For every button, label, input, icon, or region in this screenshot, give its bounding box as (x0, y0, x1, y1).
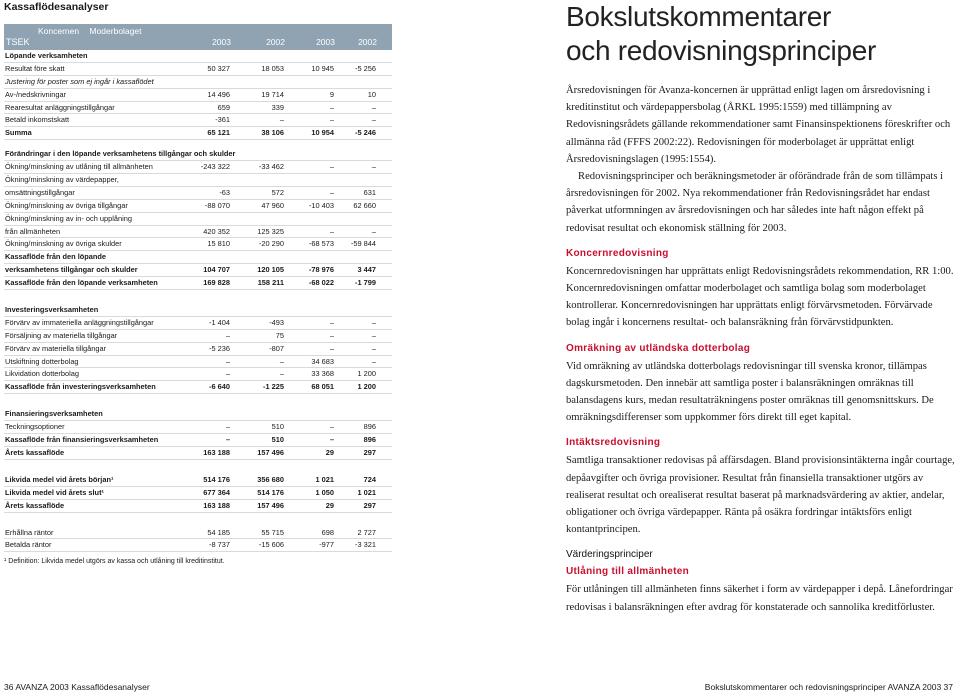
row-value: – (371, 115, 376, 125)
row-value: 14 496 (207, 89, 230, 99)
row-value: -68 022 (308, 278, 334, 288)
row-label: Av-/nedskrivningar (5, 89, 67, 99)
row-value: 896 (363, 435, 376, 445)
row-label: Löpande verksamheten (5, 51, 88, 60)
heading-koncernredovisning: Koncernredovisning (566, 247, 669, 259)
row-value: 510 (271, 422, 284, 432)
row-value: 125 325 (257, 226, 284, 236)
row-value: 2 727 (357, 527, 376, 537)
table-row (4, 161, 392, 174)
row-value: 158 211 (257, 278, 284, 288)
table-row (4, 50, 392, 63)
row-value: – (371, 343, 376, 353)
row-value: – (225, 356, 230, 366)
row-value: – (329, 317, 334, 327)
row-value: – (371, 356, 376, 366)
row-spacer (4, 513, 392, 527)
table-row (4, 408, 392, 421)
year-header: 2002 (266, 37, 285, 47)
table-row (4, 251, 392, 264)
row-value: – (329, 102, 334, 112)
row-value: 38 106 (261, 128, 284, 138)
row-value: 1 200 (357, 369, 376, 379)
row-label: verksamhetens tillgångar och skulder (5, 265, 138, 275)
row-label: Finansieringsverksamheten (5, 409, 103, 419)
year-header: 2002 (358, 37, 377, 47)
cashflow-statement (4, 0, 392, 565)
row-value: 297 (363, 447, 376, 457)
row-label: Rearesultat anläggningstillgångar (5, 102, 115, 112)
row-value: 120 105 (257, 265, 284, 275)
row-value: 10 (367, 89, 376, 99)
table-row (4, 330, 392, 343)
row-value: 10 954 (311, 128, 334, 138)
intro-paragraph: Årsredovisningen för Avanza-koncernen är upprättad enligt lagen om årsredovisning i kreditinstitut och värdepappersbolag (ÅRKL 1995:1559) med tillämpning av Redovisningsrådets gällande rekommendationer samt Finansinspektionens föreskrifter och allmänna råd (FFFS 2002:22). Redovisningen för moderbolaget är upprättat enligt Årsredovisningslagen (1995:1554). (566, 85, 951, 165)
row-value: -63 (219, 187, 230, 197)
group-label-moderbolaget: Moderbolaget (89, 26, 142, 36)
row-value: 47 960 (261, 200, 284, 210)
table-row (4, 487, 392, 500)
row-value: 157 496 (257, 447, 284, 457)
row-label: Årets kassaflöde (5, 447, 65, 457)
paragraph-utlaning: För utlåningen till allmänheten finns säkerhet i form av värdepapper i depå. Lånefordringar redovisas i balansräkningen efter avdrag för konstaterade och sannolika kreditförluster. (566, 584, 953, 613)
row-value: – (329, 422, 334, 432)
row-value: 1 021 (315, 474, 334, 484)
row-value: 163 188 (203, 500, 230, 510)
row-value: -68 573 (308, 239, 334, 249)
row-value: 1 021 (357, 487, 376, 497)
row-value: 62 660 (353, 200, 376, 210)
row-value: -5 236 (209, 343, 230, 353)
row-value: – (329, 435, 334, 445)
table-row (4, 317, 392, 330)
table-row (4, 187, 392, 200)
row-value: 163 188 (203, 447, 230, 457)
row-value: 631 (363, 187, 376, 197)
table-row (4, 264, 392, 277)
row-label: Likvida medel vid årets slut¹ (5, 487, 104, 497)
row-value: -243 322 (200, 162, 230, 172)
row-value: 104 707 (203, 265, 230, 275)
row-value: 572 (271, 187, 284, 197)
row-label: Förändringar i den löpande verksamhetens tillgångar och skulder (5, 149, 236, 159)
table-row (4, 447, 392, 460)
table-row (4, 381, 392, 394)
table-row (4, 127, 392, 140)
row-value: -88 070 (204, 200, 230, 210)
row-value: – (329, 187, 334, 197)
accounting-principles (566, 0, 956, 616)
table-row (4, 356, 392, 369)
row-value: 677 364 (203, 487, 230, 497)
row-value: -807 (269, 343, 284, 353)
paragraph-omrakning: Vid omräkning av utländska dotterbolags redovisningar till svenska kronor, tillämpas dagskursmetoden. Den innebär att samtliga poster i balansräkningen omräknas till balansdagens kurs, medan resultaträkningens poster omräknas till genomsnittskurs. De omräkningsdifferenser som uppkommer förs direkt till eget kapital. (566, 360, 934, 424)
row-value: – (225, 422, 230, 432)
table-row (4, 102, 392, 115)
row-value: -1 799 (355, 278, 376, 288)
table-row (4, 277, 392, 290)
table-row (4, 474, 392, 487)
row-value: – (371, 226, 376, 236)
row-value: – (329, 343, 334, 353)
row-label: Förvärv av immateriella anläggningstillgångar (5, 317, 154, 327)
year-header: 2003 (212, 37, 231, 47)
row-value: 510 (271, 435, 284, 445)
row-value: -59 844 (350, 239, 376, 249)
row-value: -5 246 (355, 128, 376, 138)
row-value: 54 185 (207, 527, 230, 537)
row-label: Kassaflöde från finansieringsverksamheten (5, 435, 159, 445)
heading-omrakning: Omräkning av utländska dotterbolag (566, 342, 751, 354)
row-spacer (4, 460, 392, 474)
heading-varderingsprinciper: Värderingsprinciper (566, 549, 653, 561)
row-value: -8 737 (209, 540, 230, 550)
row-label: Investeringsverksamheten (5, 305, 99, 315)
row-value: 1 200 (357, 382, 376, 392)
row-value: – (225, 369, 230, 379)
row-value: 698 (321, 527, 334, 537)
table-row (4, 200, 392, 213)
row-label: Försäljning av materiella tillgångar (5, 330, 118, 340)
row-value: 29 (325, 500, 334, 510)
table-row (4, 174, 392, 187)
row-value: 3 447 (357, 265, 376, 275)
row-value: 9 (329, 89, 334, 99)
row-label: Likvidation dotterbolag (5, 369, 79, 379)
table-row (4, 500, 392, 513)
row-value: 514 176 (257, 487, 284, 497)
row-label: Utskiftning dotterbolag (5, 356, 79, 366)
row-value: 34 683 (311, 356, 334, 366)
row-value: 50 327 (207, 63, 230, 73)
row-value: -6 640 (209, 382, 230, 392)
row-value: 65 121 (207, 128, 230, 138)
row-label: Resultat före skatt (5, 63, 65, 73)
row-label: omsättningstillgångar (5, 187, 75, 197)
table-row (4, 539, 392, 552)
row-value: -361 (215, 115, 230, 125)
paragraph-koncernredovisning: Koncernredovisningen har upprättats enligt Redovisningsrådets rekommendation, RR 1:00. Koncernredovisningen omfattar moderbolaget och samtliga bolag som moderbolaget kontrollerar. Koncernredovisningen har upprättats enligt förvärvsmetoden. Förvärvade bolag ingår i koncernens resultat- och balansräkning från förvärvstidpunkten. (566, 265, 954, 329)
row-value: – (329, 162, 334, 172)
row-value: 19 714 (261, 89, 284, 99)
row-spacer (4, 394, 392, 408)
table-row (4, 89, 392, 102)
row-label: Likvida medel vid årets början¹ (5, 474, 114, 484)
row-value: 169 828 (203, 278, 230, 288)
row-label: Ökning/minskning av värdepapper, (5, 175, 119, 185)
intro-paragraph-2: Redovisningsprinciper och beräkningsmetoder är oförändrade från de som tillämpats i årsredovisningen för 2002. Nya rekommendationer från Redovisningsrådet har endast påverkat utformningen av årsredovisningen och har således inte haft någon effekt på redovisat resultat och ekonomisk ställning för 2003. (566, 171, 944, 234)
row-value: 297 (363, 500, 376, 510)
row-value: 10 945 (311, 63, 334, 73)
row-value: 68 051 (311, 382, 334, 392)
table-row (4, 434, 392, 447)
row-label: Erhållna räntor (5, 527, 54, 537)
heading-intaktsredovisning: Intäktsredovisning (566, 437, 661, 449)
row-label: från allmänheten (5, 226, 61, 236)
row-value: 1 050 (315, 487, 334, 497)
page-footer-left: 36 AVANZA 2003 Kassaflödesanalyser (4, 682, 150, 692)
table-body (4, 50, 392, 552)
table-row (4, 114, 392, 127)
row-value: 55 715 (261, 527, 284, 537)
footnote: ¹ Definition: Likvida medel utgörs av kassa och utlåning till kreditinstitut. (4, 558, 225, 566)
page-footer-right: Bokslutskommentarer och redovisningsprinciper AVANZA 2003 37 (704, 682, 953, 692)
row-label: Ökning/minskning av övriga skulder (5, 239, 122, 249)
row-value: 514 176 (203, 474, 230, 484)
row-value: -33 462 (258, 162, 284, 172)
row-value: 75 (275, 330, 284, 340)
row-value: – (279, 356, 284, 366)
table-row (4, 76, 392, 89)
row-value: – (371, 317, 376, 327)
row-value: – (225, 330, 230, 340)
row-value: -493 (269, 317, 284, 327)
row-label: Kassaflöde från investeringsverksamheten (5, 382, 156, 392)
table-row (4, 368, 392, 381)
row-label: Teckningsoptioner (5, 422, 65, 432)
row-value: -977 (319, 540, 334, 550)
row-value: -1 225 (263, 382, 284, 392)
row-value: 659 (217, 102, 230, 112)
row-value: 18 053 (261, 63, 284, 73)
row-value: 356 680 (257, 474, 284, 484)
table-row (4, 148, 392, 161)
row-spacer (4, 290, 392, 304)
page-title: Kassaflödesanalyser (4, 1, 109, 13)
row-value: -78 976 (308, 265, 334, 275)
table-row (4, 421, 392, 434)
row-value: 724 (363, 474, 376, 484)
row-value: -15 606 (258, 540, 284, 550)
row-label: Förvärv av materiella tillgångar (5, 343, 107, 353)
row-value: – (225, 435, 230, 445)
row-label: Ökning/minskning av in- och upplåning (5, 213, 132, 223)
row-value: -20 290 (258, 239, 284, 249)
row-label: Kassaflöde från den löpande (5, 252, 107, 262)
row-spacer (4, 140, 392, 148)
row-label: Summa (5, 128, 32, 138)
table-row (4, 343, 392, 356)
row-value: 157 496 (257, 500, 284, 510)
row-value: -5 256 (355, 63, 376, 73)
row-value: 33 368 (311, 369, 334, 379)
row-label: Kassaflöde från den löpande verksamheten (5, 278, 158, 288)
row-value: -3 321 (355, 540, 376, 550)
table-header (4, 24, 392, 50)
row-value: -10 403 (308, 200, 334, 210)
row-label: Årets kassaflöde (5, 500, 65, 510)
row-value: – (279, 115, 284, 125)
row-value: 339 (271, 102, 284, 112)
row-value: – (279, 369, 284, 379)
table-row (4, 213, 392, 226)
row-label: Ökning/minskning av utlåning till allmänheten (5, 162, 153, 172)
row-value: – (329, 330, 334, 340)
row-value: – (371, 162, 376, 172)
row-value: 15 810 (207, 239, 230, 249)
year-header: 2003 (316, 37, 335, 47)
table-row (4, 226, 392, 239)
group-labels (38, 26, 149, 36)
table-row (4, 304, 392, 317)
row-value: -1 404 (209, 317, 230, 327)
row-value: 420 352 (203, 226, 230, 236)
section-title-line1: Bokslutskommentarer (566, 1, 832, 32)
row-label: Betald inkomstskatt (5, 115, 70, 125)
group-label-koncernen: Koncernen (38, 26, 80, 36)
paragraph-intaktsredovisning: Samtliga transaktioner redovisas på affärsdagen. Bland provisionsintäkterna ingår courtage, depåavgifter och övriga provisioner. Resultat från finansiella transaktioner utgörs av realiserat resultat och orealiserat resultat baserat på marknadsvärdering av aktier, andelar, obligationer och övriga värdepapper. Ränta på osäkra fordringar intäktsförs enligt kontantprincipen. (566, 455, 955, 536)
table-row (4, 63, 392, 76)
heading-utlaning: Utlåning till allmänheten (566, 566, 690, 578)
table-row (4, 527, 392, 540)
row-value: – (329, 226, 334, 236)
row-value: – (329, 115, 334, 125)
row-label: Betalda räntor (5, 540, 52, 550)
table-row (4, 238, 392, 251)
row-value: – (371, 330, 376, 340)
row-value: 29 (325, 447, 334, 457)
unit-label: TSEK (6, 37, 30, 47)
row-label: Ökning/minskning av övriga tillgångar (5, 200, 128, 210)
section-title-line2: och redovisningsprinciper (566, 35, 877, 66)
row-label: Justering för poster som ej ingår i kassaflödet (5, 76, 154, 86)
row-value: 896 (363, 422, 376, 432)
row-value: – (371, 102, 376, 112)
